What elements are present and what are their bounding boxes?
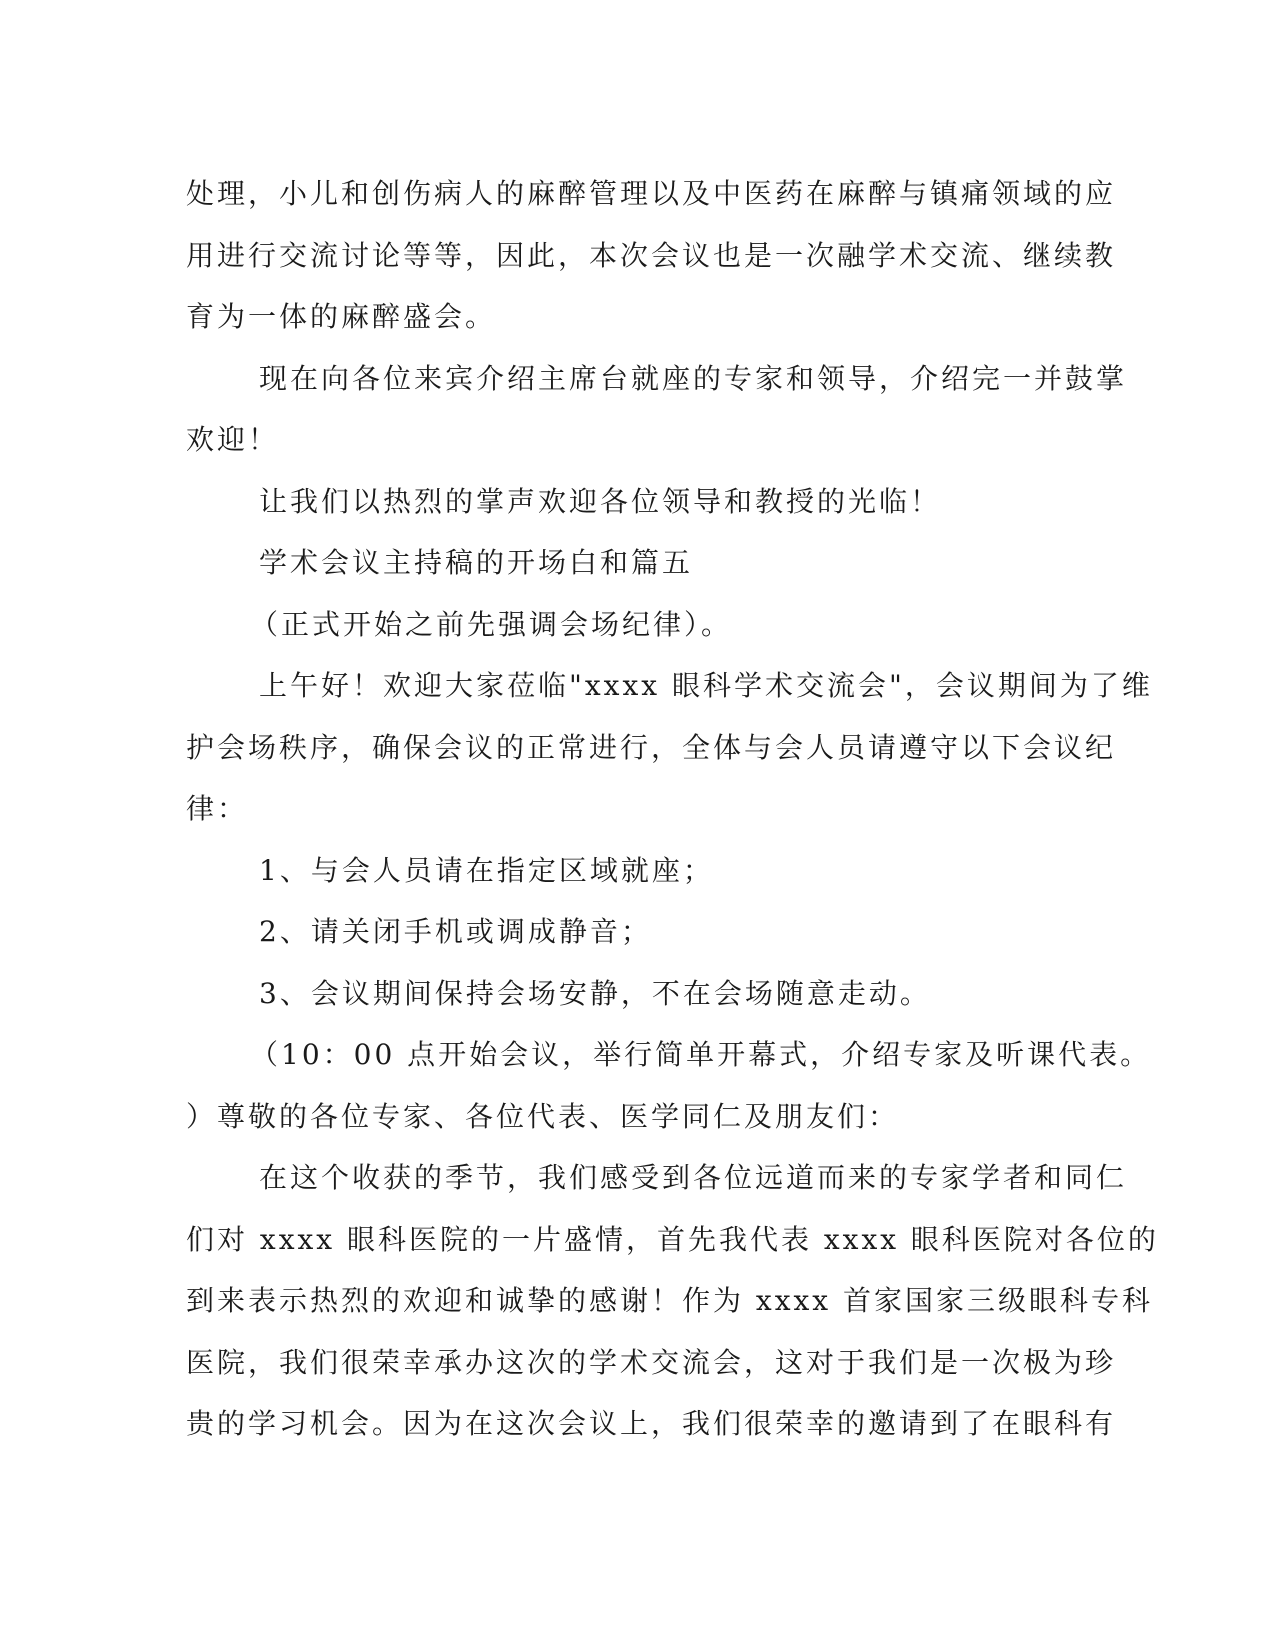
text-line: 育为一体的麻醉盛会。: [186, 300, 497, 333]
text-line: 用进行交流讨论等等，因此，本次会议也是一次融学术交流、继续教: [186, 238, 1117, 272]
paragraph-first-line: 在这个收获的季节，我们感受到各位远道而来的专家学者和同仁: [259, 1161, 1128, 1194]
document-body: [186, 163, 1159, 1455]
text-line: 护会场秩序，确保会议的正常进行，全体与会人员请遵守以下会议纪: [186, 730, 1117, 764]
paragraph-first-line: 现在向各位来宾介绍主席台就座的专家和领导，介绍完一并鼓掌: [259, 361, 1128, 395]
list-item: 1、与会人员请在指定区域就座；: [259, 853, 714, 887]
text-line: 们对 xxxx 眼科医院的一片盛情，首先我代表 xxxx 眼科医院对各位的: [186, 1222, 1159, 1256]
text-line: ）尊敬的各位专家、各位代表、医学同仁及朋友们：: [186, 1099, 900, 1133]
list-item: 3、会议期间保持会场安静，不在会场随意走动。: [259, 976, 931, 1010]
text-line: 欢迎！: [186, 423, 280, 456]
paragraph-first-line: 上午好！欢迎大家莅临"xxxx 眼科学术交流会"，会议期间为了维: [259, 669, 1153, 702]
text-line: 处理，小儿和创伤病人的麻醉管理以及中医药在麻醉与镇痛领域的应: [186, 177, 1117, 210]
section-heading: 学术会议主持稿的开场白和篇五: [259, 546, 694, 579]
text-line: 医院，我们很荣幸承办这次的学术交流会，这对于我们是一次极为珍: [186, 1345, 1117, 1379]
text-line: 贵的学习机会。因为在这次会议上，我们很荣幸的邀请到了在眼科有: [186, 1407, 1117, 1440]
list-item: 2、请关闭手机或调成静音；: [259, 915, 652, 948]
stage-direction: （10：00 点开始会议，举行简单开幕式，介绍专家及听课代表。: [250, 1038, 1152, 1071]
text-line: 到来表示热烈的欢迎和诚挚的感谢！作为 xxxx 首家国家三级眼科专科: [186, 1284, 1153, 1317]
paragraph-first-line: 让我们以热烈的掌声欢迎各位领导和教授的光临！: [259, 484, 942, 518]
text-line: 律：: [186, 792, 249, 825]
stage-direction: （正式开始之前先强调会场纪律）。: [250, 607, 733, 641]
